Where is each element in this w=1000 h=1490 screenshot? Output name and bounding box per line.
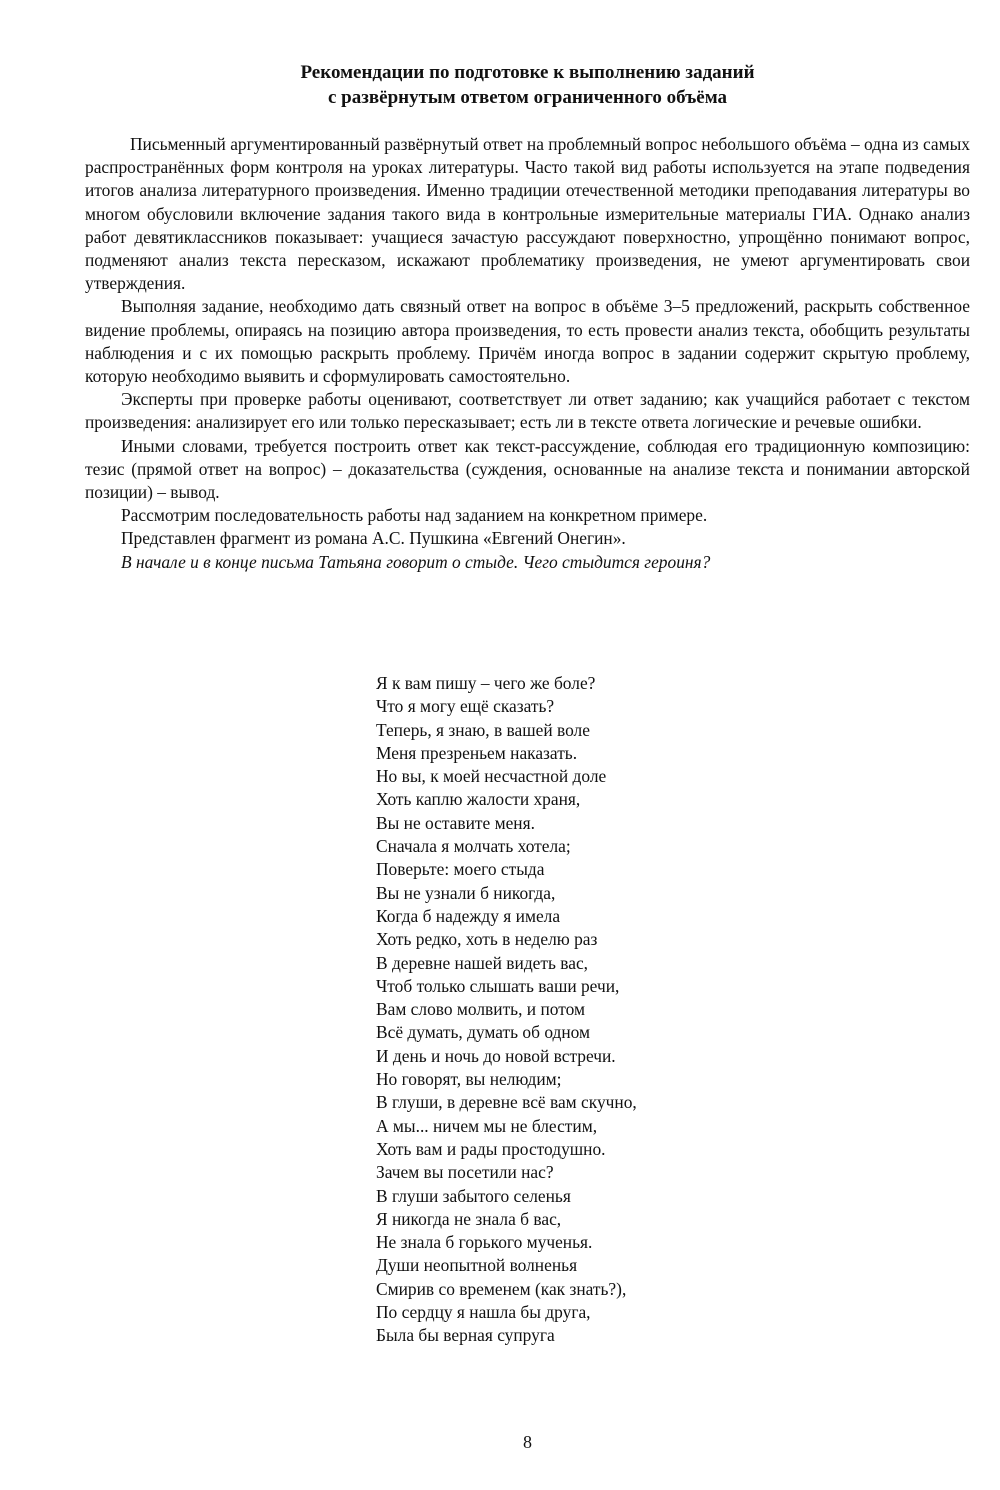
poem-line: Я никогда не знала б вас,: [376, 1208, 562, 1229]
poem-line: Зачем вы посетили нас?: [376, 1162, 554, 1183]
poem-line: По сердцу я нашла бы друга,: [376, 1302, 591, 1323]
poem-line: Когда б надежду я имела: [376, 905, 561, 926]
paragraph-task-requirements: Выполняя задание, необходимо дать связный ответ на вопрос в объёме 3–5 предложений, раскрыть собственное видение проблемы, опираясь на позицию автора произведения, то есть провести анализ текста, обобщить результаты наблюдения и с их помощью раскрыть проблему. Причём иногда вопрос в задании содержит скрытую проблему, которую необходимо выявить и сформулировать самостоятельно.: [85, 296, 970, 387]
poem-line: Теперь, я знаю, в вашей воле: [376, 719, 590, 740]
poem-line: Меня презреньем наказать.: [376, 742, 578, 763]
poem-line: В деревне нашей видеть вас,: [376, 952, 589, 973]
poem-line: В глуши забытого селенья: [376, 1185, 571, 1206]
poem-line: Но вы, к моей несчастной доле: [376, 766, 607, 787]
title-line-1: Рекомендации по подготовке к выполнению заданий: [300, 62, 755, 83]
paragraph-composition: Иными словами, требуется построить ответ как текст-рассуждение, соблюдая его традиционную композицию: тезис (прямой ответ на вопрос) – доказательства (суждения, основанные на анализе текста и понимании авторской позиции) – вывод.: [85, 435, 970, 503]
paragraph-fragment-source: Представлен фрагмент из романа А.С. Пушкина «Евгений Онегин».: [121, 528, 626, 549]
poem-line: Но говорят, вы нелюдим;: [376, 1069, 562, 1090]
poem-line: Чтоб только слышать ваши речи,: [376, 975, 620, 996]
poem-line: Хоть каплю жалости храня,: [376, 789, 581, 810]
poem-line: Хоть редко, хоть в неделю раз: [376, 929, 598, 950]
poem-line: В глуши, в деревне всё вам скучно,: [376, 1092, 637, 1113]
paragraph-experts: Эксперты при проверке работы оценивают, соответствует ли ответ заданию; как учащийся работает с текстом произведения: анализирует его или только пересказывает; есть ли в тексте ответа логические и речевые ошибки.: [85, 389, 970, 433]
poem-line: Поверьте: моего стыда: [376, 859, 545, 880]
document-title: [0, 60, 1000, 110]
poem-line: Вы не оставите меня.: [376, 812, 535, 833]
page-number: 8: [523, 1432, 532, 1452]
poem-line: Сначала я молчать хотела;: [376, 836, 571, 857]
poem-excerpt: [376, 672, 637, 1348]
title-line-2: с развёрнутым ответом ограниченного объёма: [327, 87, 728, 108]
poem-line: Смирив со временем (как знать?),: [376, 1278, 627, 1299]
poem-line: Души неопытной волненья: [376, 1255, 578, 1276]
paragraph-intro: Письменный аргументированный развёрнутый ответ на проблемный вопрос небольшого объёма – одна из самых распространённых форм контроля на уроках литературы. Часто такой вид работы используется на этапе подведения итогов анализа литературного произведения. Именно традиции отечественной методики преподавания литературы во многом обусловили включение задания такого вида в контрольные измерительные материалы ГИА. Однако анализ работ девятиклассников показывает: учащиеся зачастую рассуждают поверхностно, упрощённо понимают вопрос, подменяют анализ текста пересказом, искажают проблематику произведения, не умеют аргументировать свои утверждения.: [85, 134, 970, 294]
poem-line: Хоть вам и рады простодушно.: [376, 1138, 606, 1159]
poem-line: Я к вам пишу – чего же боле?: [376, 673, 596, 693]
poem-line: И день и ночь до новой встречи.: [376, 1045, 616, 1066]
question-text: В начале и в конце письма Татьяна говорит о стыде. Чего стыдится героиня?: [121, 551, 711, 572]
poem-line: Вы не узнали б никогда,: [376, 882, 556, 903]
poem-line: Что я могу ещё сказать?: [376, 696, 555, 717]
paragraph-example-intro: Рассмотрим последовательность работы над заданием на конкретном примере.: [121, 505, 708, 526]
poem-line: Вам слово молвить, и потом: [376, 999, 585, 1020]
poem-line: Не знала б горького мученья.: [376, 1232, 593, 1253]
poem-line: Была бы верная супруга: [376, 1325, 555, 1346]
poem-line: А мы... ничем мы не блестим,: [376, 1115, 598, 1136]
body-text: [85, 133, 970, 574]
poem-line: Всё думать, думать об одном: [376, 1022, 591, 1043]
